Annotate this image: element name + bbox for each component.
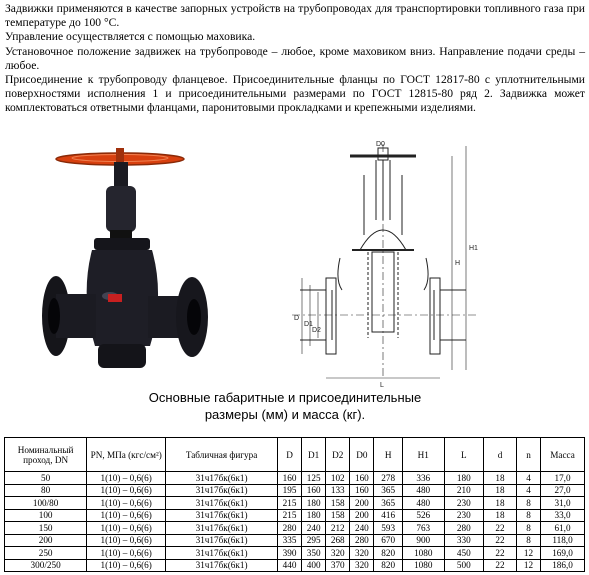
header-mass: Масса <box>541 438 585 472</box>
table-cell: 500 <box>444 559 483 572</box>
table-cell: 670 <box>374 534 403 547</box>
table-cell: 133 <box>326 484 350 497</box>
table-cell: 195 <box>277 484 301 497</box>
table-cell: 17,0 <box>541 472 585 485</box>
table-cell: 215 <box>277 509 301 522</box>
table-row <box>5 472 585 485</box>
table-cell: 102 <box>326 472 350 485</box>
table-cell: 100 <box>5 509 87 522</box>
table-cell: 820 <box>374 547 403 560</box>
table-cell: 18 <box>484 472 517 485</box>
table-cell: 230 <box>444 509 483 522</box>
table-cell: 280 <box>277 522 301 535</box>
dim-label-h1: H1 <box>469 245 478 252</box>
table-cell: 1(10) – 0,6(6) <box>87 534 166 547</box>
header-h1: H1 <box>402 438 444 472</box>
table-cell: 22 <box>484 559 517 572</box>
table-cell: 280 <box>350 534 374 547</box>
table-cell: 22 <box>484 547 517 560</box>
table-cell: 370 <box>326 559 350 572</box>
header-d0: D0 <box>350 438 374 472</box>
table-cell: 365 <box>374 484 403 497</box>
table-cell: 8 <box>516 522 540 535</box>
table-cell: 526 <box>402 509 444 522</box>
table-cell: 50 <box>5 472 87 485</box>
table-cell: 900 <box>402 534 444 547</box>
dimensions-table <box>4 437 585 572</box>
table-row <box>5 497 585 510</box>
table-cell: 250 <box>5 547 87 560</box>
table-row <box>5 484 585 497</box>
header-d1: D1 <box>302 438 326 472</box>
table-cell: 268 <box>326 534 350 547</box>
table-cell: 160 <box>302 484 326 497</box>
description-paragraph-4: Присоединение к трубопроводу фланцевое. Присоединительные фланцы по ГОСТ 12817-80 с уплотнительными поверхностями исполнения 1 и присоединительными размерами по ГОСТ 12815-80 ряд 2. Задвижка может комплектоваться ответными фланцами, паронитовыми прокладками и крепежными изделиями. <box>5 73 585 115</box>
table-cell: 330 <box>444 534 483 547</box>
table-cell: 12 <box>516 547 540 560</box>
table-cell: 160 <box>350 484 374 497</box>
table-cell: 336 <box>402 472 444 485</box>
table-cell: 31ч17бк(6к1) <box>166 472 278 485</box>
header-h: H <box>374 438 403 472</box>
table-cell: 440 <box>277 559 301 572</box>
table-cell: 240 <box>350 522 374 535</box>
table-body <box>5 472 585 572</box>
table-cell: 1080 <box>402 559 444 572</box>
table-row <box>5 509 585 522</box>
table-cell: 12 <box>516 559 540 572</box>
table-cell: 180 <box>302 509 326 522</box>
table-cell: 158 <box>326 497 350 510</box>
header-d2: D2 <box>326 438 350 472</box>
table-cell: 1(10) – 0,6(6) <box>87 547 166 560</box>
header-pn: PN, МПа (кгс/см²) <box>87 438 166 472</box>
table-cell: 150 <box>5 522 87 535</box>
table-cell: 22 <box>484 522 517 535</box>
table-cell: 31ч17бк(6к1) <box>166 559 278 572</box>
table-cell: 280 <box>444 522 483 535</box>
header-bolt-d: d <box>484 438 517 472</box>
table-cell: 186,0 <box>541 559 585 572</box>
table-cell: 390 <box>277 547 301 560</box>
table-cell: 300/250 <box>5 559 87 572</box>
table-cell: 230 <box>444 497 483 510</box>
table-cell: 1(10) – 0,6(6) <box>87 522 166 535</box>
table-cell: 350 <box>302 547 326 560</box>
table-cell: 31ч17бк(6к1) <box>166 509 278 522</box>
table-cell: 8 <box>516 497 540 510</box>
table-cell: 480 <box>402 497 444 510</box>
header-figure: Табличная фигура <box>166 438 278 472</box>
table-cell: 18 <box>484 484 517 497</box>
table-cell: 480 <box>402 484 444 497</box>
table-cell: 160 <box>277 472 301 485</box>
table-cell: 763 <box>402 522 444 535</box>
table-cell: 33,0 <box>541 509 585 522</box>
description-paragraph-1: Задвижки применяются в качестве запорных устройств на трубопроводах для транспортировки топливного газа при температуре до 100 °С. <box>5 2 585 30</box>
table-cell: 31ч17бк(6к1) <box>166 522 278 535</box>
table-cell: 200 <box>5 534 87 547</box>
table-cell: 1(10) – 0,6(6) <box>87 509 166 522</box>
table-cell: 320 <box>350 547 374 560</box>
table-cell: 1(10) – 0,6(6) <box>87 472 166 485</box>
dim-label-d: D <box>294 315 300 322</box>
table-cell: 450 <box>444 547 483 560</box>
table-cell: 4 <box>516 484 540 497</box>
table-cell: 400 <box>302 559 326 572</box>
table-cell: 8 <box>516 509 540 522</box>
table-cell: 31ч17бк(6к1) <box>166 534 278 547</box>
dim-label-d1: D1 <box>304 321 313 328</box>
table-cell: 125 <box>302 472 326 485</box>
valve-technical-drawing <box>280 140 490 390</box>
description-text <box>5 2 585 116</box>
table-cell: 160 <box>350 472 374 485</box>
caption-line-2: размеры (мм) и масса (кг). <box>204 407 366 422</box>
table-cell: 4 <box>516 472 540 485</box>
table-cell: 320 <box>350 559 374 572</box>
description-paragraph-2: Управление осуществляется с помощью маховика. <box>5 30 256 44</box>
table-caption <box>130 389 440 423</box>
table-cell: 8 <box>516 534 540 547</box>
table-cell: 31ч17бк(6к1) <box>166 497 278 510</box>
table-cell: 22 <box>484 534 517 547</box>
table-cell: 1(10) – 0,6(6) <box>87 559 166 572</box>
table-cell: 61,0 <box>541 522 585 535</box>
table-row <box>5 534 585 547</box>
table-cell: 27,0 <box>541 484 585 497</box>
table-cell: 1(10) – 0,6(6) <box>87 497 166 510</box>
dim-label-h: H <box>455 260 461 267</box>
table-cell: 278 <box>374 472 403 485</box>
table-cell: 200 <box>350 497 374 510</box>
table-cell: 335 <box>277 534 301 547</box>
table-cell: 1(10) – 0,6(6) <box>87 484 166 497</box>
description-paragraph-3: Установочное положение задвижек на трубопроводе – любое, кроме маховиком вниз. Направление подачи среды – любое. <box>5 44 585 72</box>
header-dn: Номинальный проход, DN <box>5 438 87 472</box>
dim-label-l: L <box>380 382 384 389</box>
table-cell: 31ч17бк(6к1) <box>166 547 278 560</box>
table-cell: 1080 <box>402 547 444 560</box>
table-cell: 215 <box>277 497 301 510</box>
table-cell: 200 <box>350 509 374 522</box>
valve-photo <box>40 146 220 376</box>
table-cell: 365 <box>374 497 403 510</box>
table-cell: 210 <box>444 484 483 497</box>
table-cell: 31ч17бк(6к1) <box>166 484 278 497</box>
table-cell: 18 <box>484 497 517 510</box>
table-cell: 320 <box>326 547 350 560</box>
table-cell: 180 <box>302 497 326 510</box>
table-cell: 593 <box>374 522 403 535</box>
dim-label-d0: D0 <box>376 141 385 148</box>
table-row <box>5 522 585 535</box>
table-cell: 18 <box>484 509 517 522</box>
table-row <box>5 547 585 560</box>
table-cell: 31,0 <box>541 497 585 510</box>
table-row <box>5 559 585 572</box>
table-cell: 240 <box>302 522 326 535</box>
table-cell: 180 <box>444 472 483 485</box>
table-cell: 158 <box>326 509 350 522</box>
header-d: D <box>277 438 301 472</box>
header-n: n <box>516 438 540 472</box>
table-cell: 295 <box>302 534 326 547</box>
table-cell: 118,0 <box>541 534 585 547</box>
header-l: L <box>444 438 483 472</box>
table-cell: 820 <box>374 559 403 572</box>
table-cell: 416 <box>374 509 403 522</box>
caption-line-1: Основные габаритные и присоединительные <box>148 390 422 405</box>
table-cell: 80 <box>5 484 87 497</box>
table-cell: 100/80 <box>5 497 87 510</box>
table-cell: 169,0 <box>541 547 585 560</box>
dim-label-d2: D2 <box>312 327 321 334</box>
table-header-row <box>5 438 585 472</box>
table-cell: 212 <box>326 522 350 535</box>
